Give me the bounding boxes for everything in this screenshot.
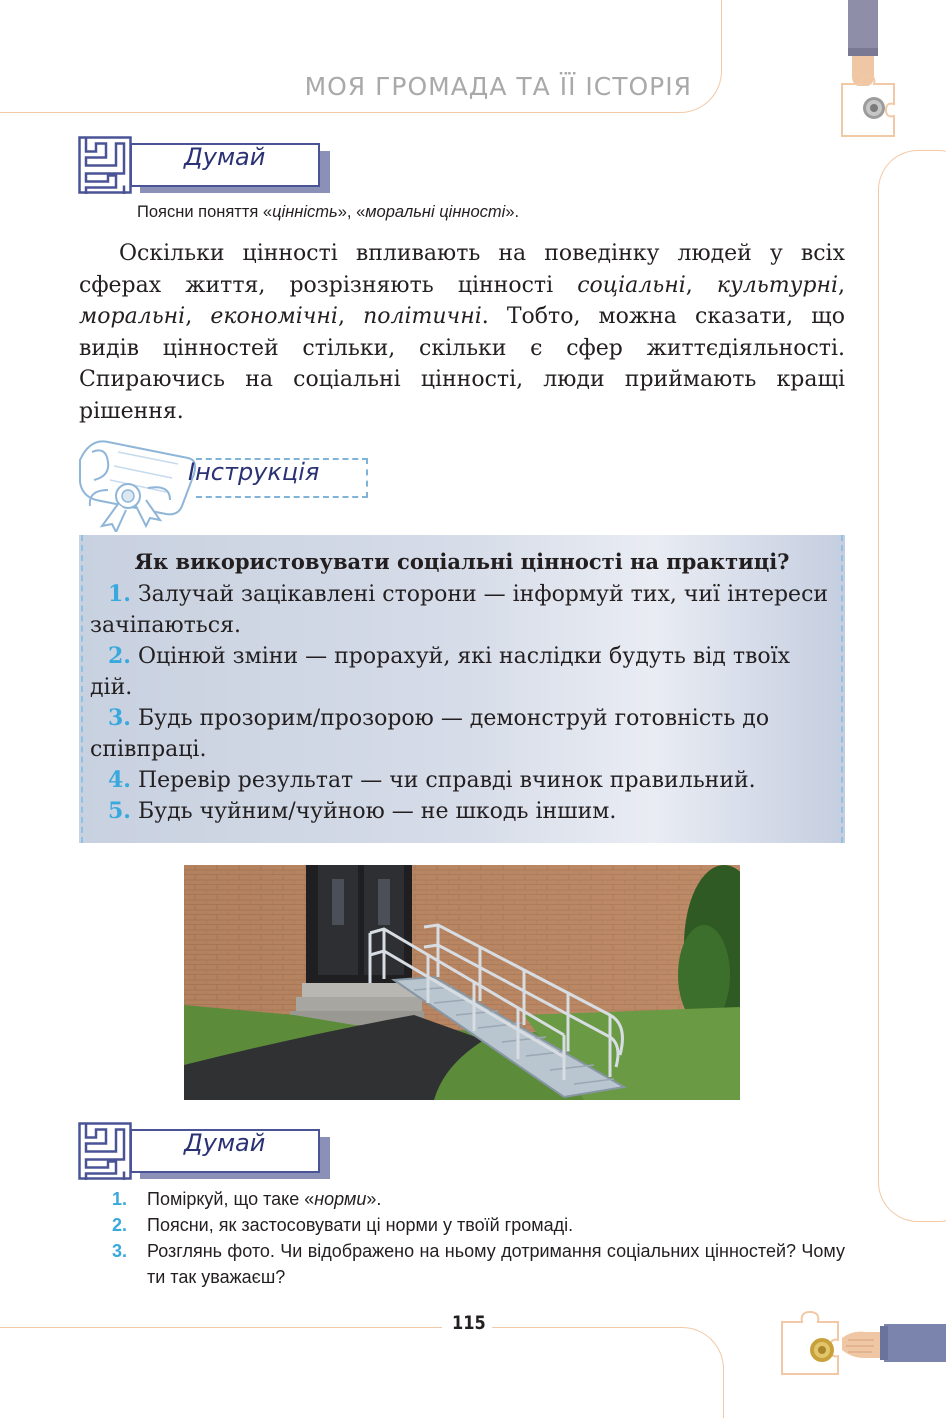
hand-puzzle-icon [780,1296,946,1376]
maze-icon [78,136,132,194]
think-heading [78,1122,323,1182]
list-number: 1. [108,581,131,607]
list-text: Будь чуйним/чуйною — не шкодь іншим. [137,799,617,824]
list-item [90,765,830,796]
list-item [90,579,830,641]
list-number: 3. [112,1241,128,1261]
list-number: 2. [108,643,131,669]
list-number: 3. [108,705,131,731]
think-questions [112,1186,845,1290]
list-text: Перевір результат — чи справді вчинок правильний. [137,768,756,793]
list-item [90,641,830,703]
list-number: 2. [112,1215,128,1235]
list-text: Залучай зацікавлені сторони — інформуй тих, чиї інтереси зачіпаються. [90,582,829,638]
page-frame-bottom-line [0,1327,442,1328]
list-item: 2. Поясни, як застосовувати ці норми у твоїй громаді. [112,1212,845,1238]
list-item [90,796,830,827]
think-label: Думай [184,143,266,171]
maze-icon [78,1122,132,1180]
hand-puzzle-icon [836,0,896,150]
list-item: 1. Поміркуй, що таке «норми». [112,1186,845,1212]
list-item [90,703,830,765]
think-label: Думай [184,1129,266,1157]
chapter-title: МОЯ ГРОМАДА ТА ЇЇ ІСТОРІЯ [304,72,692,101]
think-heading [78,136,323,196]
howto-box [79,535,845,843]
list-text: Будь прозорим/прозорою — демонструй готовність до співпраці. [90,706,770,762]
think-prompt: Поясни поняття «цінність», «моральні цінності». [137,203,520,221]
instruction-label: Інструкція [188,458,320,486]
ramp-photo [184,865,740,1100]
page-frame-bottom-right [492,1327,724,1418]
list-number: 4. [108,767,131,793]
list-text: Оцінюй зміни — прорахуй, які наслідки будуть від твоїх дій. [90,644,791,700]
list-item: 3. Розглянь фото. Чи відображено на ньому дотримання соціальних цінностей? Чому ти так уважаєш? [112,1238,845,1290]
page-frame-right [878,150,946,1222]
term-moral-values: моральні цінності [365,203,506,221]
page-number: 115 [452,1312,486,1334]
howto-list [90,579,830,827]
term-value: цінність [272,203,338,221]
howto-title: Як використовувати соціальні цінності на практиці? [134,549,790,574]
list-number: 5. [108,798,131,824]
body-paragraph: Оскільки цінності впливають на поведінку людей у всіх сферах життя, розрізняють цінності соціальні, культурні, моральні, економічні, політичні. Тобто, можна сказати, що видів цінностей стільки, скільки є сфер життєдіяльності. Спираючись на соціальні цінності, люди приймають кращі рішення. [79,241,845,424]
list-number: 1. [112,1189,128,1209]
